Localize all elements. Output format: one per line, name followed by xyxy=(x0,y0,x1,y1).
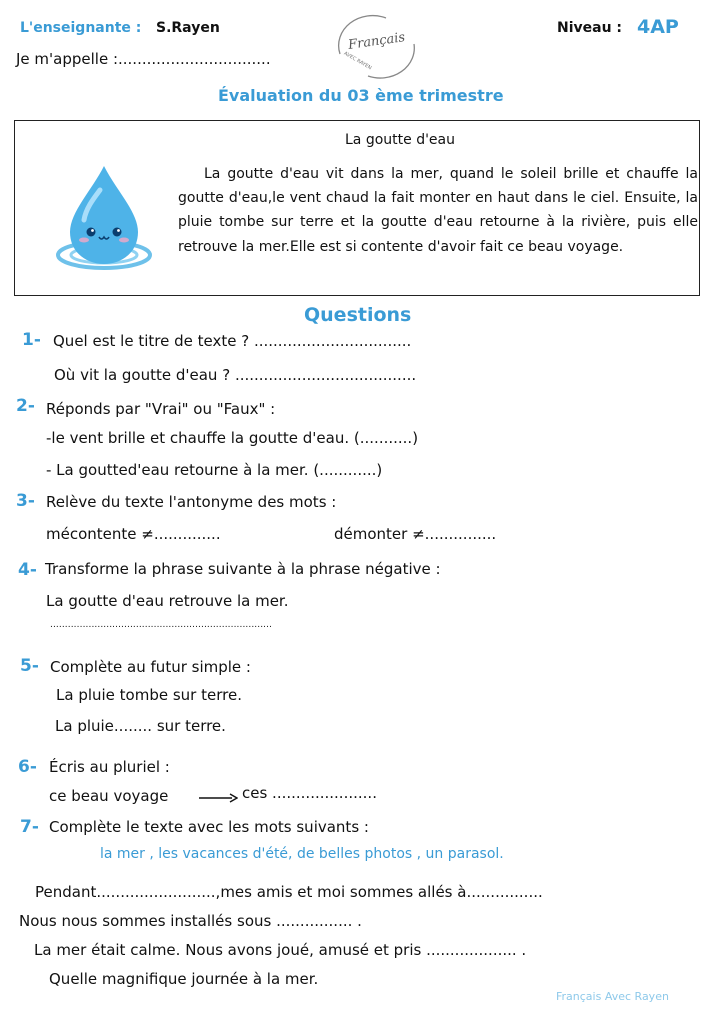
arrow-right-icon xyxy=(198,789,238,808)
level-label: Niveau : xyxy=(557,20,623,36)
story-paragraph: La goutte d'eau vit dans la mer, quand le soleil brille et chauffe la goutte d'eau,le vent chaud la fait monter en haut dans le ciel. Ensuite, la pluie tombe sur terre et la goutte d'eau retourne à la rivière, puis elle retrouve la mer.Elle est si contente d'avoir fait ce beau voyage. xyxy=(178,166,698,255)
q6-left: ce beau voyage xyxy=(49,787,169,805)
q3-item1: mécontente ≠.............. xyxy=(46,525,221,543)
q3-instruction: Relève du texte l'antonyme des mots : xyxy=(46,493,337,511)
story-title: La goutte d'eau xyxy=(345,132,455,148)
footer-watermark: Français Avec Rayen xyxy=(556,990,669,1003)
q7-line3: La mer était calme. Nous avons joué, amusé et pris ................... . xyxy=(34,941,527,959)
level-value: 4AP xyxy=(637,16,679,38)
questions-title: Questions xyxy=(304,304,412,326)
q5-line2: La pluie........ sur terre. xyxy=(55,717,226,735)
logo-subtext: AVEC RAYEN xyxy=(342,50,373,72)
q7-instruction: Complète le texte avec les mots suivants : xyxy=(49,818,369,836)
q7-line2: Nous nous sommes installés sous ................ . xyxy=(19,912,362,930)
story-text xyxy=(178,162,698,259)
logo-text: Français xyxy=(347,30,406,53)
q3-item2: démonter ≠............... xyxy=(334,525,497,543)
student-name-line: Je m'appelle :................................ xyxy=(16,50,271,68)
q1-line2: Où vit la goutte d'eau ? ...................................... xyxy=(54,366,417,384)
q4-instruction: Transforme la phrase suivante à la phrase négative : xyxy=(45,560,441,578)
question-number-2: 2- xyxy=(16,396,35,416)
question-number-4: 4- xyxy=(18,560,37,580)
question-number-1: 1- xyxy=(22,330,41,350)
q6-right: ces ...................... xyxy=(242,784,377,802)
question-number-6: 6- xyxy=(18,757,37,777)
q5-line1: La pluie tombe sur terre. xyxy=(56,686,242,704)
q4-sentence: La goutte d'eau retrouve la mer. xyxy=(46,592,289,610)
q5-instruction: Complète au futur simple : xyxy=(50,658,251,676)
q7-word-list: la mer , les vacances d'été, de belles photos , un parasol. xyxy=(100,846,504,862)
question-number-7: 7- xyxy=(20,817,39,837)
q1-line1: Quel est le titre de texte ? ................................. xyxy=(53,332,412,350)
question-number-3: 3- xyxy=(16,491,35,511)
q7-line1: Pendant.........................,mes amis et moi sommes allés à................ xyxy=(35,883,543,901)
francais-logo xyxy=(334,14,418,80)
teacher-label: L'enseignante : xyxy=(20,20,142,36)
page-title: Évaluation du 03 ème trimestre xyxy=(218,86,504,105)
q6-instruction: Écris au pluriel : xyxy=(49,758,170,776)
water-drop-icon xyxy=(54,160,154,280)
q7-line4: Quelle magnifique journée à la mer. xyxy=(49,970,319,988)
question-number-5: 5- xyxy=(20,656,39,676)
q2-instruction: Réponds par "Vrai" ou "Faux" : xyxy=(46,400,276,418)
teacher-name: S.Rayen xyxy=(156,20,220,36)
q2-line1: -le vent brille et chauffe la goutte d'eau. (...........) xyxy=(46,429,419,447)
q4-answer-line: ........................................................................... xyxy=(50,620,273,630)
q2-line2: - La goutted'eau retourne à la mer. (............) xyxy=(46,461,383,479)
